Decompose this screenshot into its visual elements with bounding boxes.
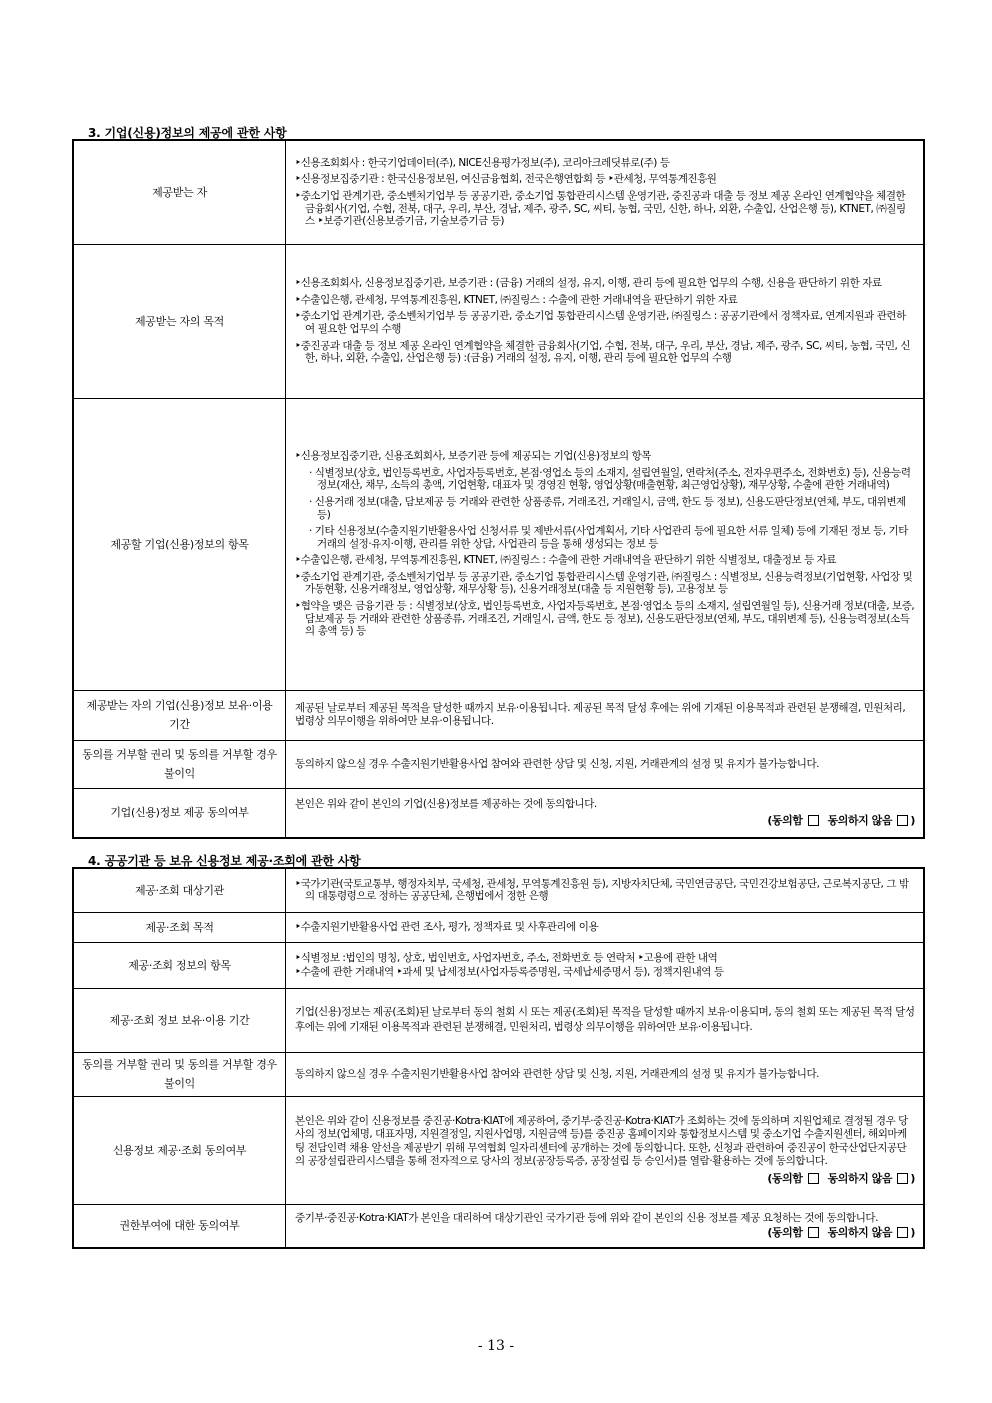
agree-checkbox[interactable] bbox=[808, 1173, 819, 1184]
row-content: 제공된 날로부터 제공된 목적을 달성한 때까지 보유·이용됩니다. 제공된 목적 달성 후에는 위에 기재된 이용목적과 관련된 분쟁해결, 민원처리, 법령상 의무이행을 위하여만 보유·이용됩니다. bbox=[286, 690, 925, 740]
disagree-checkbox[interactable] bbox=[897, 815, 908, 826]
row-label: 제공·조회 목적 bbox=[73, 912, 286, 942]
disagree-checkbox[interactable] bbox=[897, 1227, 908, 1238]
section-3-title: 3. 기업(신용)정보의 제공에 관한 사항 bbox=[88, 126, 287, 140]
row-label: 기업(신용)정보 제공 동의여부 bbox=[73, 788, 286, 838]
page-number: - 13 - bbox=[477, 1338, 515, 1354]
row-label: 제공·조회 정보의 항목 bbox=[73, 942, 286, 988]
section-4-table bbox=[72, 867, 925, 1249]
agree-checkbox[interactable] bbox=[808, 1227, 819, 1238]
row-label: 제공할 기업(신용)정보의 항목 bbox=[73, 398, 286, 690]
consent-options: (동의함 동의하지 않음 ) bbox=[767, 1171, 915, 1185]
row-label: 제공받는 자의 목적 bbox=[73, 244, 286, 398]
row-content: ‣신용정보집중기관, 신용조회회사, 보증기관 등에 제공되는 기업(신용)정보의 항목 · 식별정보(상호, 법인등록번호, 사업자등록번호, 본점·영업소 등의 소재지, 설립연월일, 연락처(주소, 전자우편주소, 전화번호) 등), 신용능력정보(재산, 채무, 소득의 총액, 기업현황, 대표자 및 경영진 현황, 영업상황(매출현황, 최근영업상황), 재무상황, 수출에 관한 거래내역) · 신용거래 정보(대출, 담보제공 등 거래와 관련한 상품종류, 거래조건, 거래일시, 금액, 한도 등 정보), 신용도판단정보(연체, 부도, 대위변제 등) · 기타 신용정보(수출지원기반활용사업 신청서류 및 제반서류(사업계획서, 기타 사업관리 등에 필요한 서류 일체) 등에 기재된 정보 등, 기타 거래의 설정·유지·이행, 관리를 위한 상담, 사업관리 등을 통해 생성되는 정보 등 ‣수출입은행, 관세청, 무역통계진흥원, KTNET, ㈜질링스 : 수출에 관한 거래내역을 판단하기 위한 식별정보, 대출정보 등 자료 ‣중소기업 관계기관, 중소벤처기업부 등 공공기관, 중소기업 통합관리시스템 운영기관, ㈜질링스 : 식별정보, 신용능력정보(기업현황, 사업장 및 가동현황, 신용거래정보, 영업상황, 재무상황 등), 신용거래정보(대출 등 지원현황 등), 고용정보 등 ‣협약을 맺은 금융기관 등 : 식별정보(상호, 법인등록번호, 사업자등록번호, 본점·영업소 등의 소재지, 설립연월일 등), 신용거래 정보(대출, 보증, 담보제공 등 거래와 관련한 상품종류, 거래조건, 거래일시, 금액, 한도 등 정보), 신용도판단정보(연체, 부도, 대위변제 등), 신용능력정보(소득의 총액 등) 등 bbox=[286, 398, 925, 690]
row-label: 신용정보 제공·조회 동의여부 bbox=[73, 1096, 286, 1204]
row-content: ‣신용조회회사 : 한국기업데이터(주), NICE신용평가정보(주), 코리아크레딧뷰로(주) 등 ‣신용정보집중기관 : 한국신용정보원, 여신금융협회, 전국은행연합회 등 ‣관세청, 무역통계진흥원 ‣중소기업 관계기관, 중소벤처기업부 등 공공기관, 중소기업 통합관리시스템 운영기관, 중진공과 대출 등 정보 제공 온라인 연계협약을 체결한 금융회사(기업, 수협, 전북, 대구, 우리, 부산, 경남, 제주, 광주, SC, 씨티, 농협, 국민, 신한, 하나, 외환, 수출입, 산업은행 등), KTNET, ㈜질링스 ‣보증기관(신용보증기금, 기술보증기금 등) bbox=[286, 140, 925, 244]
row-content: ‣식별정보 :법인의 명칭, 상호, 법인번호, 사업자번호, 주소, 전화번호 등 연락처 ‣고용에 관한 내역 ‣수출에 관한 거래내역 ‣과세 및 납세정보(사업자등록증명원, 국세납세증명서 등), 정책지원내역 등 bbox=[286, 942, 925, 988]
row-content: 중기부·중진공·Kotra·KIAT가 본인을 대리하여 대상기관인 국가기관 등에 위와 같이 본인의 신용 정보를 제공 요청하는 것에 동의합니다. (동의함 동의하지 않음 ) bbox=[286, 1204, 925, 1248]
row-content: 본인은 위와 같이 본인의 기업(신용)정보를 제공하는 것에 동의합니다. (동의함 동의하지 않음 ) bbox=[286, 788, 925, 838]
agree-checkbox[interactable] bbox=[808, 815, 819, 826]
row-label: 제공·조회 정보 보유·이용 기간 bbox=[73, 988, 286, 1052]
row-content: 본인은 위와 같이 신용정보를 중진공·Kotra·KIAT에 제공하여, 중기부·중진공·Kotra·KIAT가 조회하는 것에 동의하며 지원업체로 결정될 경우 당사의 정보(업체명, 대표자명, 지원결정일, 지원사업명, 지원금액 등)를 중진공 홈페이지와 통합정보시스템 및 중소기업 수출지원센터, 해외마케팅 전담인력 채용 알선을 제공받기 위해 무역협회 일자리센터에 공개하는 것에 동의합니다. 또한, 신청과 관련하여 중진공이 한국산업단지공단의 공장설립관리시스템을 통해 전자적으로 당사의 정보(공장등록증, 공장설립 등 승인서)를 열람·활용하는 것에 동의합니다. (동의함 동의하지 않음 ) bbox=[286, 1096, 925, 1204]
row-content: ‣수출지원기반활용사업 관련 조사, 평가, 정책자료 및 사후관리에 이용 bbox=[286, 912, 925, 942]
row-label: 동의를 거부할 권리 및 동의를 거부할 경우 불이익 bbox=[73, 740, 286, 788]
row-content: 기업(신용)정보는 제공(조회)된 날로부터 동의 철회 시 또는 제공(조회)된 목적을 달성할 때까지 보유·이용되며, 동의 철회 또는 제공된 목적 달성 후에는 위에 기재된 이용목적과 관련된 분쟁해결, 민원처리, 법령상 의무이행을 위하여만 보유·이용됩니다. bbox=[286, 988, 925, 1052]
row-content: ‣신용조회회사, 신용정보집중기관, 보증기관 : (금융) 거래의 설정, 유지, 이행, 관리 등에 필요한 업무의 수행, 신용을 판단하기 위한 자료 ‣수출입은행, 관세청, 무역통계진흥원, KTNET, ㈜질링스 : 수출에 관한 거래내역을 판단하기 위한 자료 ‣중소기업 관계기관, 중소벤처기업부 등 공공기관, 중소기업 통합관리시스템 운영기관, ㈜질링스 : 공공기관에서 정책자료, 연계지원과 관련하여 필요한 업무의 수행 ‣중진공과 대출 등 정보 제공 온라인 연계협약을 체결한 금융회사(기업, 수협, 전북, 대구, 우리, 부산, 경남, 제주, 광주, SC, 씨티, 농협, 국민, 신한, 하나, 외환, 수출입, 산업은행 등) :(금융) 거래의 설정, 유지, 이행, 관리 등에 필요한 업무의 수행 bbox=[286, 244, 925, 398]
row-label: 제공받는 자 bbox=[73, 140, 286, 244]
section-4-title: 4. 공공기관 등 보유 신용정보 제공·조회에 관한 사항 bbox=[88, 854, 361, 868]
row-label: 동의를 거부할 권리 및 동의를 거부할 경우 불이익 bbox=[73, 1052, 286, 1096]
row-content: ‣국가기관(국토교통부, 행정자치부, 국세청, 관세청, 무역통계진흥원 등), 지방자치단체, 국민연금공단, 국민건강보험공단, 근로복지공단, 그 밖의 대통령령으로 정하는 공공단체, 은행법에서 정한 은행 bbox=[286, 868, 925, 912]
consent-options: (동의함 동의하지 않음 ) bbox=[767, 813, 915, 827]
row-content: 동의하지 않으실 경우 수출지원기반활용사업 참여와 관련한 상담 및 신청, 지원, 거래관계의 설정 및 유지가 불가능합니다. bbox=[286, 740, 925, 788]
row-label: 제공·조회 대상기관 bbox=[73, 868, 286, 912]
section-3-table bbox=[72, 139, 925, 839]
row-label: 권한부여에 대한 동의여부 bbox=[73, 1204, 286, 1248]
disagree-checkbox[interactable] bbox=[897, 1173, 908, 1184]
consent-options: (동의함 동의하지 않음 ) bbox=[767, 1225, 915, 1239]
row-content: 동의하지 않으실 경우 수출지원기반활용사업 참여와 관련한 상담 및 신청, 지원, 거래관계의 설정 및 유지가 불가능합니다. bbox=[286, 1052, 925, 1096]
row-label: 제공받는 자의 기업(신용)정보 보유·이용 기간 bbox=[73, 690, 286, 740]
